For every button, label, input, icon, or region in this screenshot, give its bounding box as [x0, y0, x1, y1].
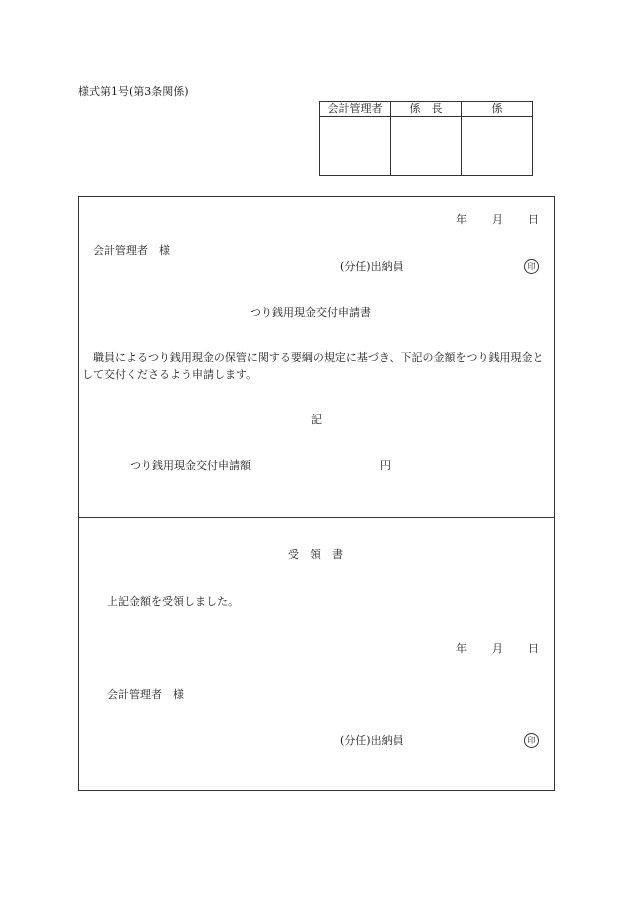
receipt-date-month: 月: [492, 642, 503, 655]
approval-header-staff: 係: [462, 102, 533, 117]
receipt-seal-mark: 印: [524, 733, 539, 748]
request-title: つり銭用現金交付申請書: [250, 306, 371, 319]
request-amount-unit: 円: [380, 459, 391, 472]
approval-stamp-box-staff[interactable]: [462, 117, 533, 176]
approval-header-section-chief: 係 長: [391, 102, 462, 117]
approval-stamp-box-accounting-manager[interactable]: [320, 117, 391, 176]
receipt-title: 受 領 書: [288, 548, 343, 561]
receipt-date-day: 日: [528, 642, 539, 655]
receipt-addressee: 会計管理者 様: [107, 688, 184, 701]
request-date-day: 日: [528, 213, 539, 226]
receipt-date-year: 年: [456, 642, 467, 655]
request-seal-mark: 印: [524, 259, 539, 274]
request-cashier-label: (分任)出納員: [340, 260, 404, 273]
approval-header-accounting-manager: 会計管理者: [320, 102, 391, 117]
receipt-body-text: 上記金額を受領しました。: [107, 595, 239, 608]
request-date-year: 年: [456, 213, 467, 226]
form-id: 様式第1号(第3条関係): [78, 85, 189, 98]
request-ki-label: 記: [311, 413, 322, 426]
request-body-text: 職員によるつり銭用現金の保管に関する要綱の規定に基づき、下記の金額をつり銭用現金として交付くださるよう申請します。: [82, 351, 544, 381]
approval-stamp-table: [319, 101, 533, 176]
request-addressee: 会計管理者 様: [93, 244, 170, 257]
request-date-month: 月: [492, 213, 503, 226]
approval-stamp-box-section-chief[interactable]: [391, 117, 462, 176]
receipt-cashier-label: (分任)出納員: [340, 734, 404, 747]
request-amount-label: つり銭用現金交付申請額: [130, 459, 251, 472]
